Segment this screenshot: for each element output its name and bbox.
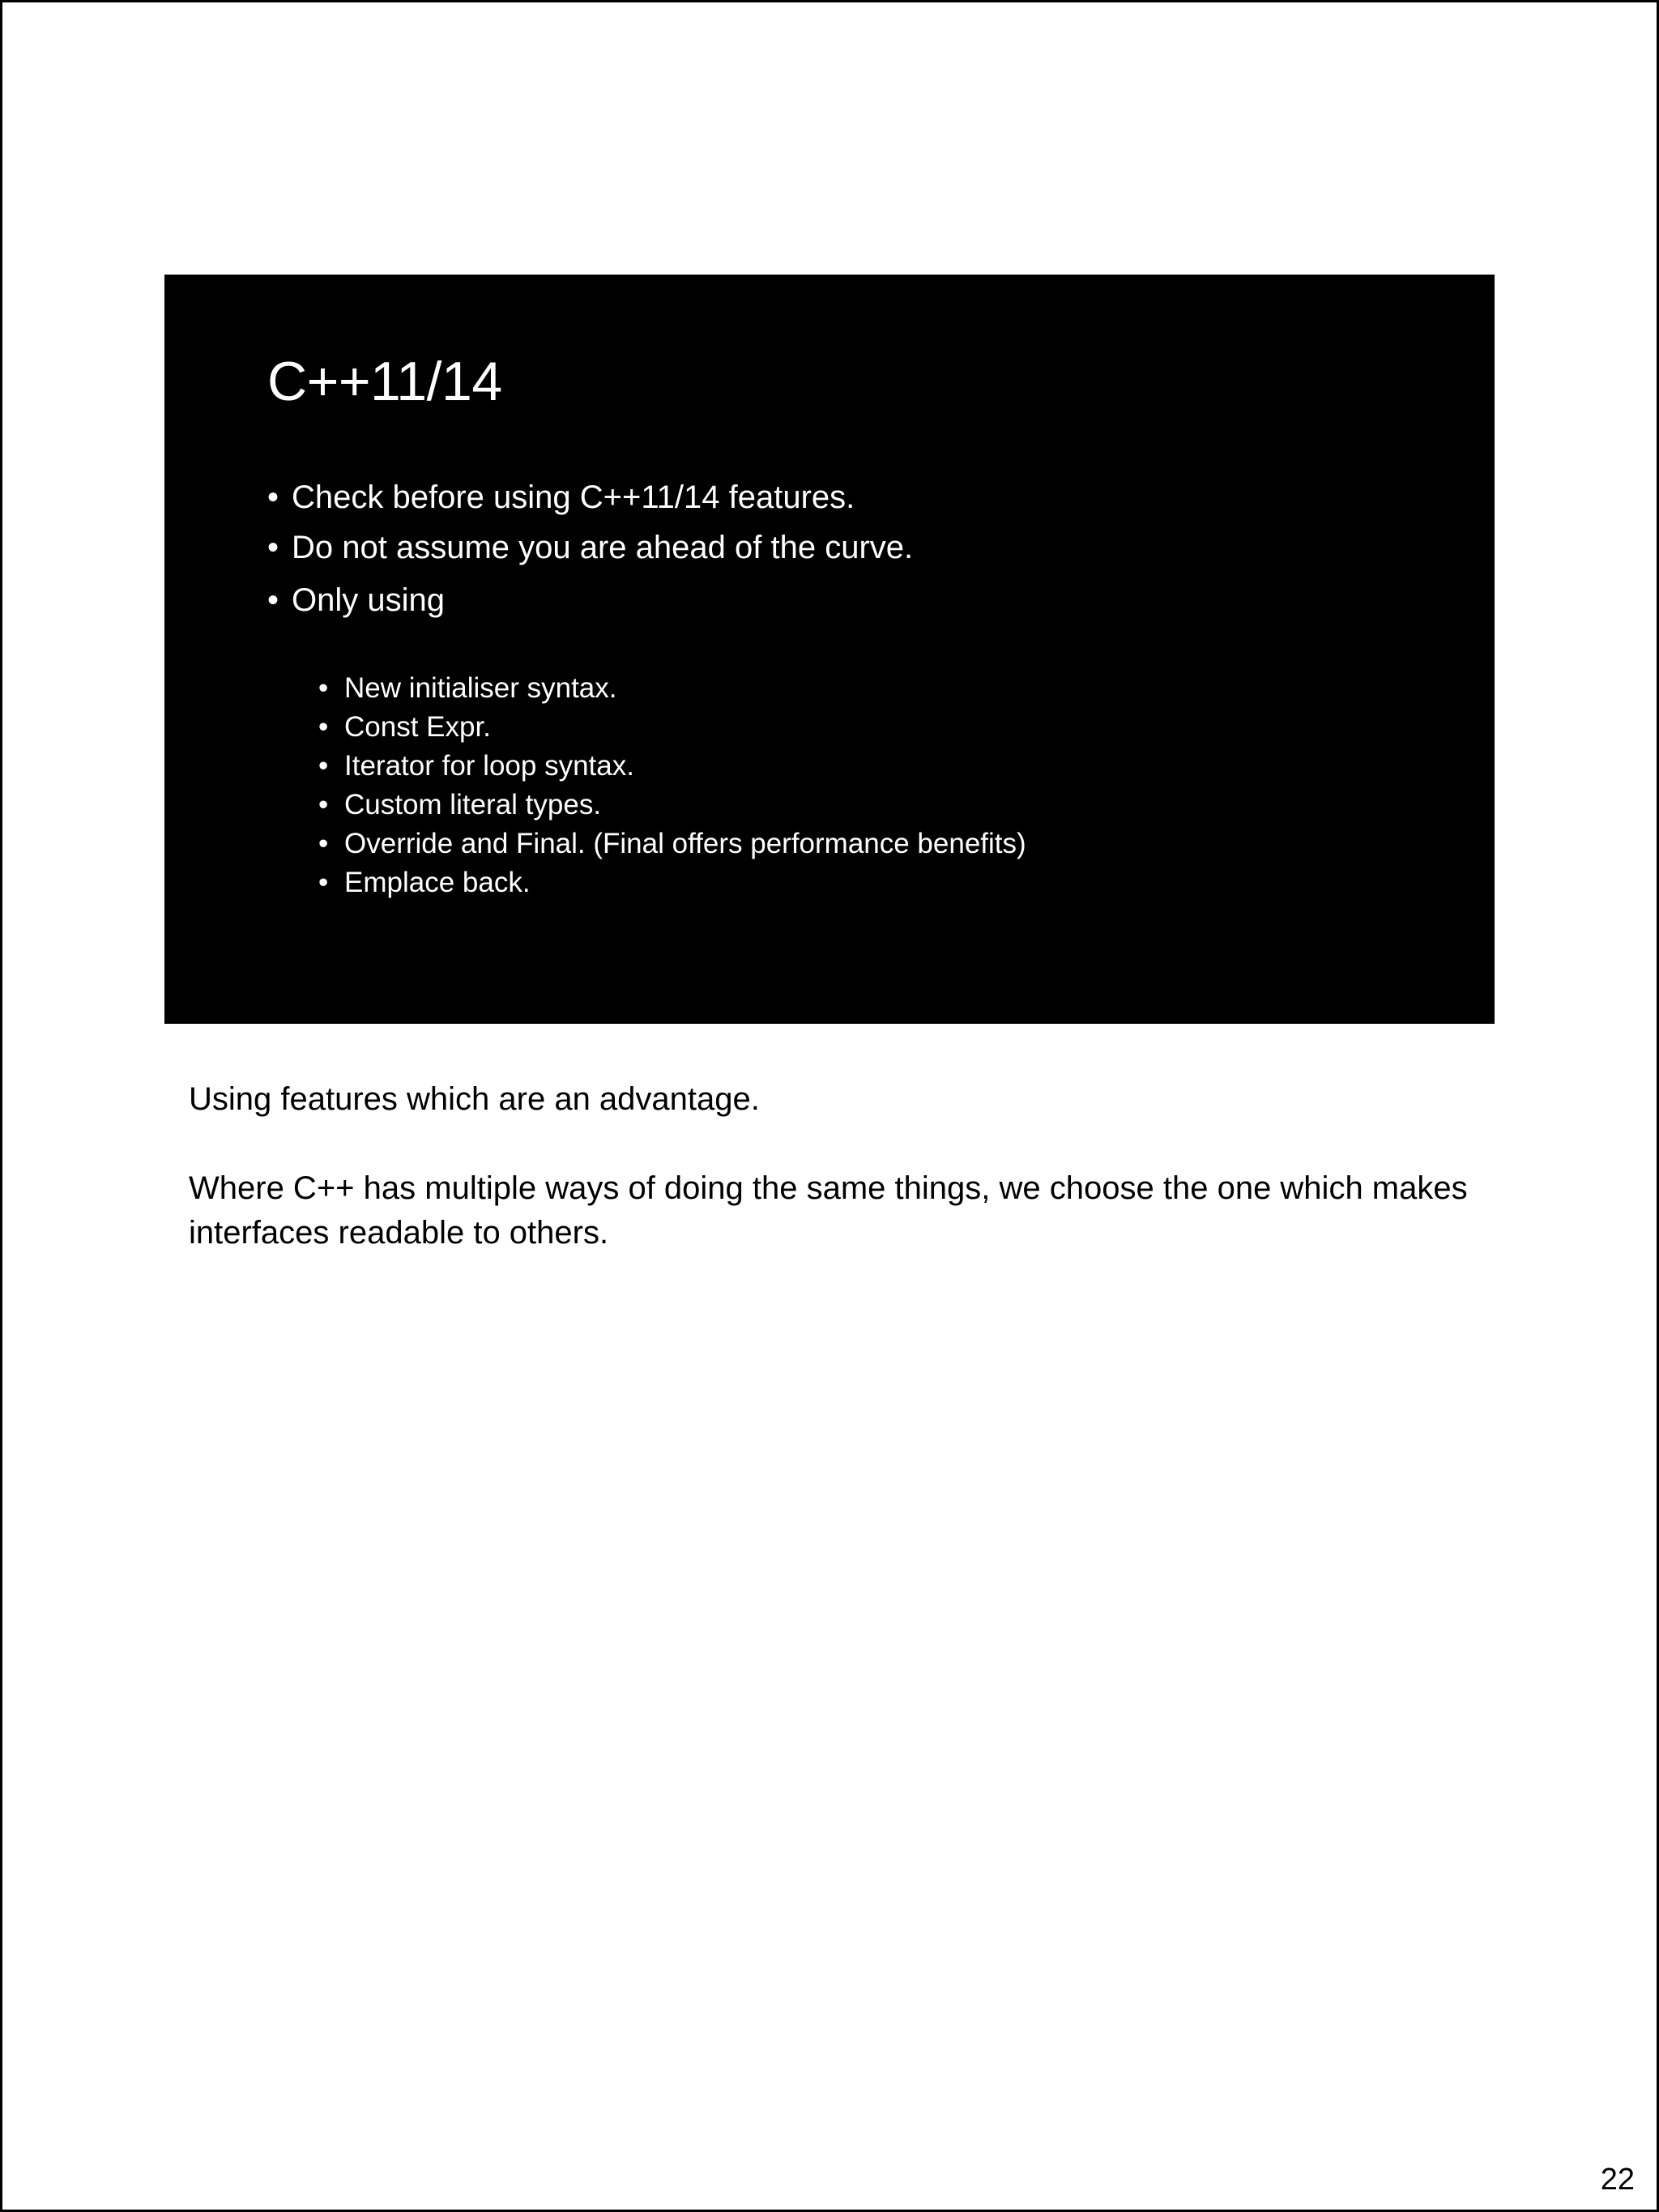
sub-bullet-item: • New initialiser syntax. (318, 669, 1452, 708)
sub-bullet-item: • Emplace back. (318, 863, 1452, 902)
sub-bullet-item: • Const Expr. (318, 708, 1452, 747)
speaker-notes (189, 1077, 1485, 1255)
slide-title: C++11/14 (267, 351, 502, 412)
bullet-list-top (267, 472, 1466, 573)
bullet-item: • Do not assume you are ahead of the curve. (267, 522, 1466, 573)
bullet-list-only-using (267, 575, 1466, 625)
notes-paragraph: Where C++ has multiple ways of doing the same things, we choose the one which makes interfaces readable to others. (189, 1170, 1468, 1251)
sub-bullet-list (318, 669, 1452, 902)
sub-bullet-item: • Iterator for loop syntax. (318, 747, 1452, 786)
sub-bullet-item: • Override and Final. (Final offers performance benefits) (318, 825, 1452, 863)
page-number: 22 (1600, 2163, 1635, 2197)
bullet-item: • Only using (267, 575, 1466, 625)
sub-bullet-item: • Custom literal types. (318, 786, 1452, 825)
notes-paragraph: Using features which are an advantage. (189, 1081, 760, 1117)
slide-thumbnail (164, 275, 1495, 1024)
bullet-item: • Check before using C++11/14 features. (267, 472, 1466, 522)
